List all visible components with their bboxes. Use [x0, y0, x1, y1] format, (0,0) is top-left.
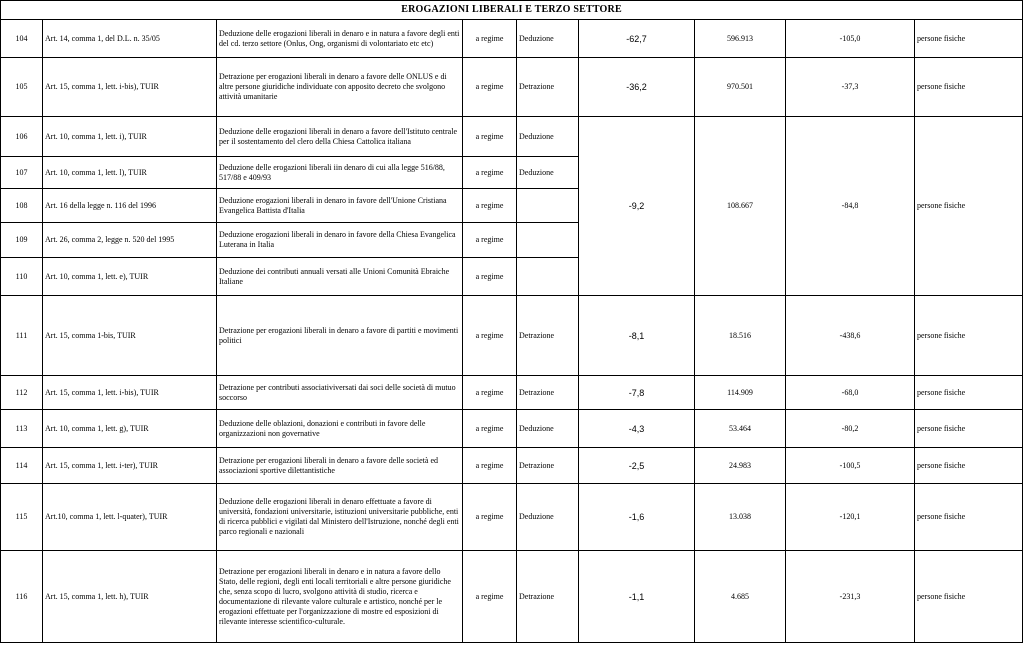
row-average: -68,0 [786, 376, 915, 410]
row-average: -438,6 [786, 296, 915, 376]
row-type [517, 223, 579, 258]
row-effect: -1,6 [579, 484, 695, 551]
row-norm: Art. 14, comma 1, del D.L. n. 35/05 [43, 20, 217, 58]
row-norm: Art. 15, comma 1, lett. h), TUIR [43, 551, 217, 643]
row-number: 114 [1, 448, 43, 484]
row-average: -80,2 [786, 410, 915, 448]
row-norm: Art. 10, comma 1, lett. l), TUIR [43, 157, 217, 189]
table-row [1, 410, 1023, 448]
table-row [1, 484, 1023, 551]
row-beneficiaries: persone fisiche [915, 296, 1023, 376]
row-type [517, 189, 579, 223]
row-norm: Art. 15, comma 1, lett. i-bis), TUIR [43, 58, 217, 117]
row-number: 111 [1, 296, 43, 376]
row-type [517, 258, 579, 296]
row-number: 108 [1, 189, 43, 223]
row-regime: a regime [463, 20, 517, 58]
row-regime: a regime [463, 484, 517, 551]
row-beneficiaries: persone fisiche [915, 376, 1023, 410]
row-norm: Art. 26, comma 2, legge n. 520 del 1995 [43, 223, 217, 258]
table-title-row [1, 1, 1023, 20]
row-number: 105 [1, 58, 43, 117]
row-type: Deduzione [517, 157, 579, 189]
row-description: Deduzione delle erogazioni liberali in denaro e in natura a favore degli enti del cd. terzo settore (Onlus, Ong, organismi di volontariato etc etc) [217, 20, 463, 58]
row-norm: Art.10, comma 1, lett. l-quater), TUIR [43, 484, 217, 551]
row-beneficiaries: persone fisiche [915, 484, 1023, 551]
table-row [1, 296, 1023, 376]
row-norm: Art. 10, comma 1, lett. g), TUIR [43, 410, 217, 448]
row-description: Detrazione per contributi associativiversati dai soci delle società di mutuo soccorso [217, 376, 463, 410]
row-number: 113 [1, 410, 43, 448]
row-effect: -2,5 [579, 448, 695, 484]
row-type: Detrazione [517, 448, 579, 484]
row-type: Detrazione [517, 551, 579, 643]
row-description: Deduzione delle oblazioni, donazioni e contributi in favore delle organizzazioni non governative [217, 410, 463, 448]
row-regime: a regime [463, 58, 517, 117]
row-type: Deduzione [517, 117, 579, 157]
row-number: 116 [1, 551, 43, 643]
row-frequency: 596.913 [695, 20, 786, 58]
row-effect: -62,7 [579, 20, 695, 58]
row-beneficiaries: persone fisiche [915, 448, 1023, 484]
row-number: 104 [1, 20, 43, 58]
table-row [1, 20, 1023, 58]
table-row [1, 551, 1023, 643]
row-type: Detrazione [517, 58, 579, 117]
row-number: 110 [1, 258, 43, 296]
group-beneficiaries: persone fisiche [915, 117, 1023, 296]
row-description: Detrazione per erogazioni liberali in denaro a favore delle ONLUS e di altre persone giuridiche individuate con apposito decreto che svolgono attività umanitarie [217, 58, 463, 117]
table-row [1, 117, 1023, 157]
table-row [1, 58, 1023, 117]
row-type: Deduzione [517, 20, 579, 58]
table-row [1, 448, 1023, 484]
row-regime: a regime [463, 117, 517, 157]
row-description: Deduzione erogazioni liberali in denaro in favore della Chiesa Evangelica Luterana in Italia [217, 223, 463, 258]
row-beneficiaries: persone fisiche [915, 58, 1023, 117]
row-description: Detrazione per erogazioni liberali in denaro e in natura a favore dello Stato, delle regioni, degli enti locali territoriali e altre persone giuridiche che, senza scopo di lucro, svolgono attività di studio, ricerca e documentazione di rilevante valore culturale e artistico, nonché per le erogazioni effettuate per l'organizzazione di mostre ed esposizioni di rilevante interesse scientifico-culturale. [217, 551, 463, 643]
row-description: Deduzione delle erogazioni liberali in denaro a favore dell'Istituto centrale per il sostentamento del clero della Chiesa Cattolica italiana [217, 117, 463, 157]
row-frequency: 53.464 [695, 410, 786, 448]
row-regime: a regime [463, 410, 517, 448]
row-regime: a regime [463, 189, 517, 223]
row-frequency: 114.909 [695, 376, 786, 410]
row-norm: Art. 16 della legge n. 116 del 1996 [43, 189, 217, 223]
row-norm: Art. 15, comma 1, lett. i-ter), TUIR [43, 448, 217, 484]
row-average: -120,1 [786, 484, 915, 551]
row-effect: -1,1 [579, 551, 695, 643]
row-regime: a regime [463, 448, 517, 484]
row-description: Detrazione per erogazioni liberali in denaro a favore di partiti e movimenti politici [217, 296, 463, 376]
row-frequency: 24.983 [695, 448, 786, 484]
row-type: Deduzione [517, 484, 579, 551]
row-number: 109 [1, 223, 43, 258]
row-description: Deduzione delle erogazioni liberali iin denaro di cui alla legge 516/88, 517/88 e 409/93 [217, 157, 463, 189]
row-regime: a regime [463, 258, 517, 296]
row-frequency: 4.685 [695, 551, 786, 643]
row-norm: Art. 10, comma 1, lett. e), TUIR [43, 258, 217, 296]
row-description: Detrazione per erogazioni liberali in denaro a favore delle società ed associazioni sportive dilettantistiche [217, 448, 463, 484]
row-description: Deduzione dei contributi annuali versati alle Unioni Comunità Ebraiche Italiane [217, 258, 463, 296]
row-number: 112 [1, 376, 43, 410]
row-effect: -8,1 [579, 296, 695, 376]
row-beneficiaries: persone fisiche [915, 410, 1023, 448]
row-regime: a regime [463, 223, 517, 258]
row-type: Detrazione [517, 376, 579, 410]
row-average: -37,3 [786, 58, 915, 117]
row-effect: -4,3 [579, 410, 695, 448]
row-regime: a regime [463, 157, 517, 189]
row-frequency: 18.516 [695, 296, 786, 376]
row-average: -100,5 [786, 448, 915, 484]
row-type: Deduzione [517, 410, 579, 448]
row-effect: -36,2 [579, 58, 695, 117]
group-effect: -9,2 [579, 117, 695, 296]
row-regime: a regime [463, 376, 517, 410]
row-frequency: 13.038 [695, 484, 786, 551]
row-beneficiaries: persone fisiche [915, 20, 1023, 58]
row-norm: Art. 15, comma 1-bis, TUIR [43, 296, 217, 376]
row-average: -105,0 [786, 20, 915, 58]
row-number: 107 [1, 157, 43, 189]
row-average: -231,3 [786, 551, 915, 643]
group-frequency: 108.667 [695, 117, 786, 296]
row-frequency: 970.501 [695, 58, 786, 117]
row-beneficiaries: persone fisiche [915, 551, 1023, 643]
row-effect: -7,8 [579, 376, 695, 410]
row-description: Deduzione delle erogazioni liberali in denaro effettuate a favore di università, fondazioni universitarie, istituzioni universitarie pubbliche, enti di ricerca pubblici e vigilati dal Ministero dell'Istruzione, nonché degli enti parco regionali e nazionali [217, 484, 463, 551]
group-average: -84,8 [786, 117, 915, 296]
table-title: EROGAZIONI LIBERALI E TERZO SETTORE [1, 1, 1023, 20]
row-description: Deduzione erogazioni liberali in denaro in favore dell'Unione Cristiana Evangelica Battista d'Italia [217, 189, 463, 223]
table-row [1, 376, 1023, 410]
row-regime: a regime [463, 296, 517, 376]
row-type: Detrazione [517, 296, 579, 376]
row-regime: a regime [463, 551, 517, 643]
row-norm: Art. 15, comma 1, lett. i-bis), TUIR [43, 376, 217, 410]
row-number: 115 [1, 484, 43, 551]
row-number: 106 [1, 117, 43, 157]
row-norm: Art. 10, comma 1, lett. i), TUIR [43, 117, 217, 157]
